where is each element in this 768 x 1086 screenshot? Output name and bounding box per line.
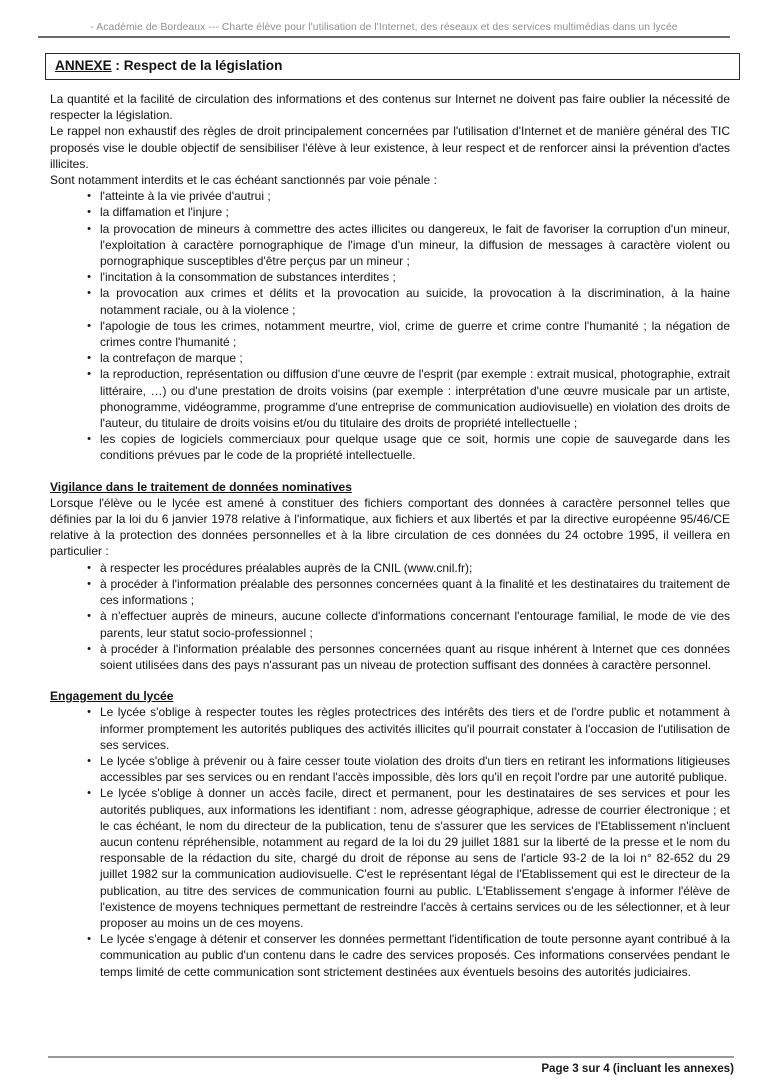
vigilance-intro-paragraph: Lorsque l'élève ou le lycée est amené à constituer des fichiers comportant des données à caractère personnel telles que définies par la loi du 6 janvier 1978 relative à l'informatique, aux fichiers et aux libertés et par la directive européenne 95/46/CE relative à la protection des données personnelles et à la libre circulation de ces données du 24 octobre 1995, il veillera en particulier : [50, 495, 730, 559]
bullet-icon: • [87, 190, 91, 203]
list-item-text: à procéder à l'information préalable des personnes concernées quant au risque inhérent à Internet que ces données soient utilisées dans des pays n'assurant pas un niveau de protection suffisant des données à caractère personnel. [100, 641, 730, 672]
list-item [50, 285, 730, 317]
list-item [50, 608, 730, 640]
bullet-icon: • [87, 706, 91, 719]
bullet-icon: • [87, 271, 91, 284]
list-item [50, 366, 730, 431]
bullet-icon: • [87, 352, 91, 365]
vigilance-heading: Vigilance dans le traitement de données nominatives [50, 479, 352, 494]
list-item-text: la provocation aux crimes et délits et la provocation au suicide, la provocation à la discrimination, à la haine notamment raciale, ou à la violence ; [100, 286, 730, 317]
list-item-text: l'incitation à la consommation de substances interdites ; [100, 270, 396, 285]
bullet-icon: • [87, 933, 91, 946]
bullet-icon: • [87, 368, 91, 381]
list-item-text: Le lycée s'oblige à prévenir ou à faire cesser toute violation des droits d'un tiers en retirant les informations litigieuses accessibles par ses services ou en rendant l'accès impossible, dès lors qu'il en reçoit l'ordre par une autorité publique. [100, 753, 730, 785]
list-item-text: Le lycée s'oblige à respecter toutes les règles protectrices des intérêts des tiers et de l'ordre public et notamment à informer promptement les autorités publiques des activités illicites qu'il pourrait constater à l'occasion de l'utilisation de ses services. [100, 705, 730, 752]
annexe-label: ANNEXE [55, 58, 112, 73]
list-item [50, 576, 730, 608]
list-item-text: les copies de logiciels commerciaux pour quelque usage que ce soit, hormis une copie de sauvegarde dans les conditions prévues par le code de la propriété intellectuelle. [100, 432, 730, 463]
bullet-icon: • [87, 754, 91, 767]
page-header [38, 22, 730, 38]
list-item-text: Le lycée s'engage à détenir et conserver les données permettant l'identification de toute personne ayant contribué à la communication au public d'un contenu dans le cadre des services proposés. Ces informations conservées pendant le temps limité de cette communication sont strictement destinées aux éventuels besoins des autorités judiciaires. [100, 932, 730, 979]
bullet-icon: • [87, 561, 91, 574]
list-item-text: à respecter les procédures préalables auprès de la CNIL (www.cnil.fr); [100, 560, 473, 575]
list-item [50, 350, 730, 366]
bullet-icon: • [87, 287, 91, 300]
bullet-icon: • [87, 433, 91, 446]
header-title: - Académie de Bordeaux --- Charte élève pour l'utilisation de l'Internet, des réseaux et des services multimédias dans un lycée [90, 22, 678, 33]
list-item [50, 785, 730, 931]
section-vigilance [50, 479, 730, 673]
list-item [50, 704, 730, 753]
list-item-text: l'atteinte à la vie privée d'autrui ; [100, 189, 271, 204]
page-footer [48, 1056, 734, 1075]
engagement-list [50, 704, 730, 979]
bullet-icon: • [87, 610, 91, 623]
list-item-text: la diffamation et l'injure ; [100, 205, 229, 220]
list-item [50, 641, 730, 673]
list-item-text: la provocation de mineurs à commettre des actes illicites ou dangereux, le fait de favoriser la corruption d'un mineur, l'exploitation à caractère pornographique de l'image d'un mineur, la diffusion de messages à caractère violent ou pornographique susceptibles d'être perçus par un mineur ; [100, 221, 730, 269]
bullet-icon: • [87, 206, 91, 219]
page-number: Page 3 sur 4 (incluant les annexes) [541, 1062, 734, 1075]
list-item [50, 318, 730, 350]
list-item [50, 431, 730, 463]
bullet-icon: • [87, 319, 91, 332]
section-engagement [50, 688, 730, 980]
list-item-text: à procéder à l'information préalable des personnes concernées quant à la finalité et les destinataires du traitement de ces informations ; [100, 576, 730, 608]
bullet-icon: • [87, 577, 91, 590]
bullet-icon: • [87, 787, 91, 800]
list-item-text: l'apologie de tous les crimes, notamment meurtre, viol, crime de guerre et crime contre l'humanité ; la négation de crimes contre l'humanité ; [100, 318, 730, 350]
list-item [50, 269, 730, 285]
list-item-text: la contrefaçon de marque ; [100, 351, 243, 366]
list-item-text: la reproduction, représentation ou diffusion d'une œuvre de l'esprit (par exemple : extrait musical, photographie, extrait littéraire, …) ou d'une prestation de droits voisins (par exemple : interprétation d'une œuvre musicale par un artiste, phonogramme, vidéogramme, programme d'une entreprise de communication audiovisuelle) en violation des droits de l'auteur, du titulaire de droits voisins et/ou du titulaire des droits de propriété intellectuelle ; [100, 367, 730, 431]
list-item [50, 931, 730, 980]
list-item [50, 560, 730, 576]
bullet-icon: • [87, 222, 91, 235]
annexe-title-box [45, 53, 740, 80]
vigilance-list [50, 560, 730, 673]
intro-paragraph-2: Le rappel non exhaustif des règles de droit principalement concernées par l'utilisation d'Internet et de manière général des TIC proposés vise le double objectif de sensibiliser l'élève à leur existence, à leur respect et de renforcer ainsi la prévention d'actes illicites. [50, 124, 730, 171]
list-item [50, 188, 730, 204]
intro-paragraph-1: La quantité et la facilité de circulation des informations et des contenus sur Internet ne doivent pas faire oublier la nécessité de respecter la législation. [50, 92, 730, 123]
engagement-heading: Engagement du lycée [50, 689, 174, 704]
document-body [50, 91, 730, 980]
annexe-title-text: : Respect de la législation [111, 58, 283, 73]
list-item [50, 221, 730, 270]
intro-paragraph-3: Sont notamment interdits et le cas échéant sanctionnés par voie pénale : [50, 173, 437, 188]
bullet-icon: • [87, 642, 91, 655]
list-item-text: Le lycée s'oblige à donner un accès facile, direct et permanent, pour les destinataires de ses services et pour les autorités publiques, aux informations les identifiant : nom, adresse géographique, adresse de courrier électronique ; et le cas échéant, le nom du directeur de la publication, tenu de s'assurer que les services de l'Etablissement n'incluent aucun contenu répréhensible, notamment au regard de la loi du 29 juillet 1881 sur la liberté de la presse et le nom du responsable de la rédaction du site, chargé du droit de réponse au sens de l'article 93-2 de la loi n° 82-652 du 29 juillet 1982 sur la communication audiovisuelle. C'est le représentant légal de l'Etablissement qui est le directeur de la publication, au titre des services de communication fourni au public. L'Etablissement s'engage à informer l'élève de l'existence de moyens techniques permettant de restreindre l'accès à certains services ou de les sélectionner, et à leur proposer au moins un de ces moyens. [100, 786, 730, 930]
prohibited-acts-list [50, 188, 730, 463]
list-item [50, 204, 730, 220]
list-item [50, 753, 730, 785]
list-item-text: à n'effectuer auprès de mineurs, aucune collecte d'informations concernant l'entourage familial, le mode de vie des parents, leur statut socio-professionnel ; [100, 609, 730, 640]
